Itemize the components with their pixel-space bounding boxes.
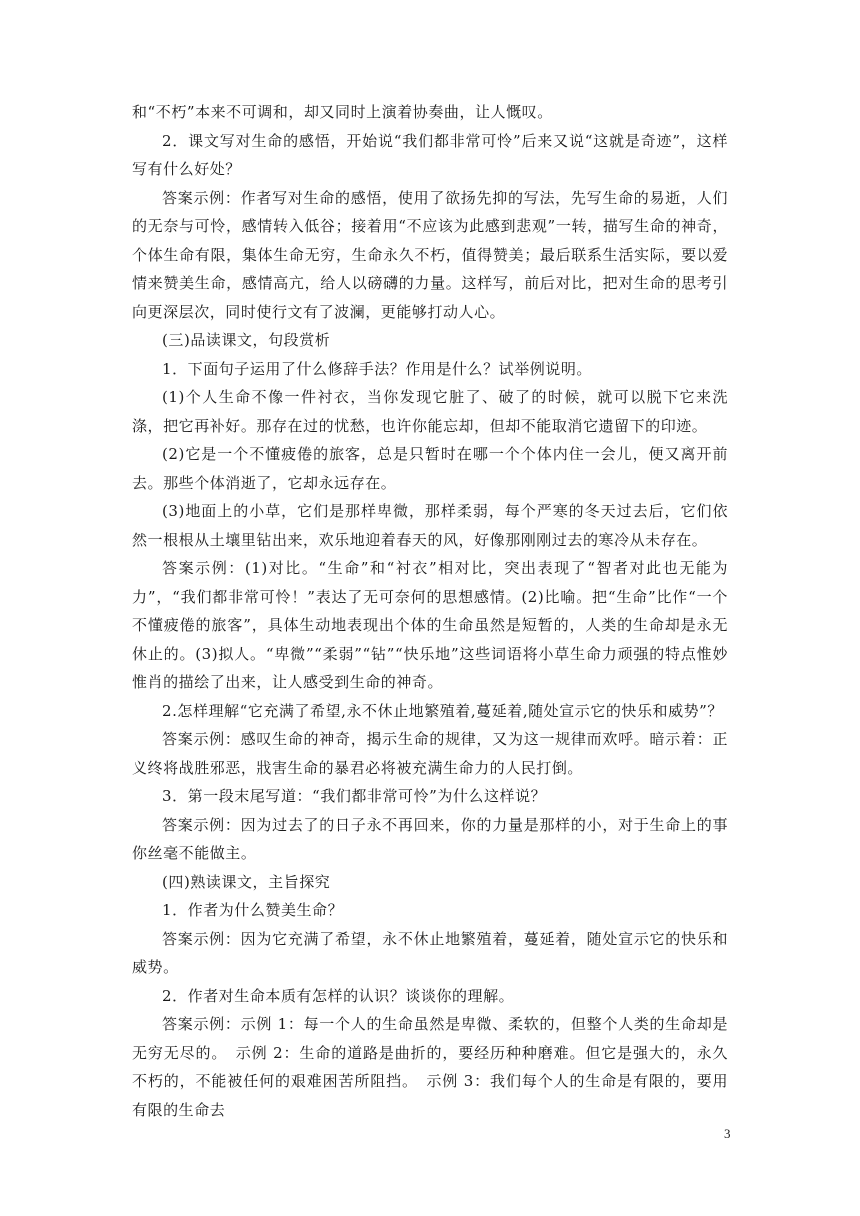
question-4-2: 2．作者对生命本质有怎样的认识？谈谈你的理解。 bbox=[162, 986, 515, 1005]
quote-1: (1)个人生命不像一件衬衣，当你发现它脏了、破了的时候，就可以脱下它来洗涤，把它再补好。那存在过的忧愁，也许你能忘却，但却不能取消它遗留下的印迹。 bbox=[132, 388, 728, 435]
paragraph-continuation: 和“不朽”本来不可调和，却又同时上演着协奏曲，让人慨叹。 bbox=[132, 103, 553, 121]
body-text bbox=[132, 98, 728, 1124]
section-heading-4: (四)熟读课文，主旨探究 bbox=[162, 872, 331, 891]
question-3-1: 1．下面句子运用了什么修辞手法？作用是什么？试举例说明。 bbox=[162, 359, 592, 378]
question-4-1: 1．作者为什么赞美生命？ bbox=[162, 901, 344, 919]
answer-3-2: 答案示例：感叹生命的神奇，揭示生命的规律，又为这一规律而欢呼。暗示着：正义终将战胜邪恶，戕害生命的暴君必将被充满生命力的人民打倒。 bbox=[132, 730, 728, 777]
question-2: 2．课文写对生命的感悟，开始说“我们都非常可怜”后来又说“这就是奇迹”，这样写有什么好处？ bbox=[132, 131, 728, 178]
question-3-2: 2.怎样理解“它充满了希望,永不休止地繁殖着,蔓延着,随处宣示它的快乐和威势”？ bbox=[162, 701, 723, 720]
answer-4-1: 答案示例：因为它充满了希望，永不休止地繁殖着，蔓延着，随处宣示它的快乐和威势。 bbox=[132, 929, 728, 976]
quote-3: (3)地面上的小草，它们是那样卑微，那样柔弱，每个严寒的冬天过去后，它们依然一根根从土壤里钻出来，欢乐地迎着春天的风，好像那刚刚过去的寒冷从未存在。 bbox=[132, 502, 728, 549]
quote-2: (2)它是一个不懂疲倦的旅客，总是只暂时在哪一个个体内住一会儿，便又离开前去。那些个体消逝了，它却永远存在。 bbox=[132, 445, 728, 492]
answer-3-3: 答案示例：因为过去了的日子永不再回来，你的力量是那样的小，对于生命上的事你丝毫不能做主。 bbox=[132, 815, 728, 862]
answer-2: 答案示例：作者写对生命的感悟，使用了欲扬先抑的写法，先写生命的易逝，人们的无奈与可怜，感情转入低谷；接着用“不应该为此感到悲观”一转，描写生命的神奇，个体生命有限，集体生命无穷，生命永久不朽，值得赞美；最后联系生活实际，要以爱情来赞美生命，感情高亢，给人以磅礴的力量。这样写，前后对比，把对生命的思考引向更深层次，同时使行文有了波澜，更能够打动人心。 bbox=[132, 188, 728, 321]
question-3-3: 3．第一段末尾写道：“我们都非常可怜”为什么这样说？ bbox=[162, 787, 547, 805]
answer-4-2: 答案示例：示例 1：每一个人的生命虽然是卑微、柔软的，但整个人类的生命却是无穷无尽的。 示例 2：生命的道路是曲折的，要经历种种磨难。但它是强大的，永久不朽的，不能被任何的艰难困苦所阻挡。 示例 3：我们每个人的生命是有限的，要用有限的生命去 bbox=[132, 1015, 728, 1119]
section-heading-3: (三)品读课文，句段赏析 bbox=[162, 331, 331, 349]
answer-3-1: 答案示例：(1)对比。“生命”和“衬衣”相对比，突出表现了“智者对此也无能为力”，“我们都非常可怜！”表达了无可奈何的思想感情。(2)比喻。把“生命”比作“一个不懂疲倦的旅客”，具体生动地表现出个体的生命虽然是短暂的，人类的生命却是永无休止的。(3)拟人。“卑微”“柔弱”“钻”“快乐地”这些词语将小草生命力顽强的特点惟妙惟肖的描绘了出来，让人感受到生命的神奇。 bbox=[132, 559, 728, 691]
page-number: 3 bbox=[724, 1126, 731, 1141]
